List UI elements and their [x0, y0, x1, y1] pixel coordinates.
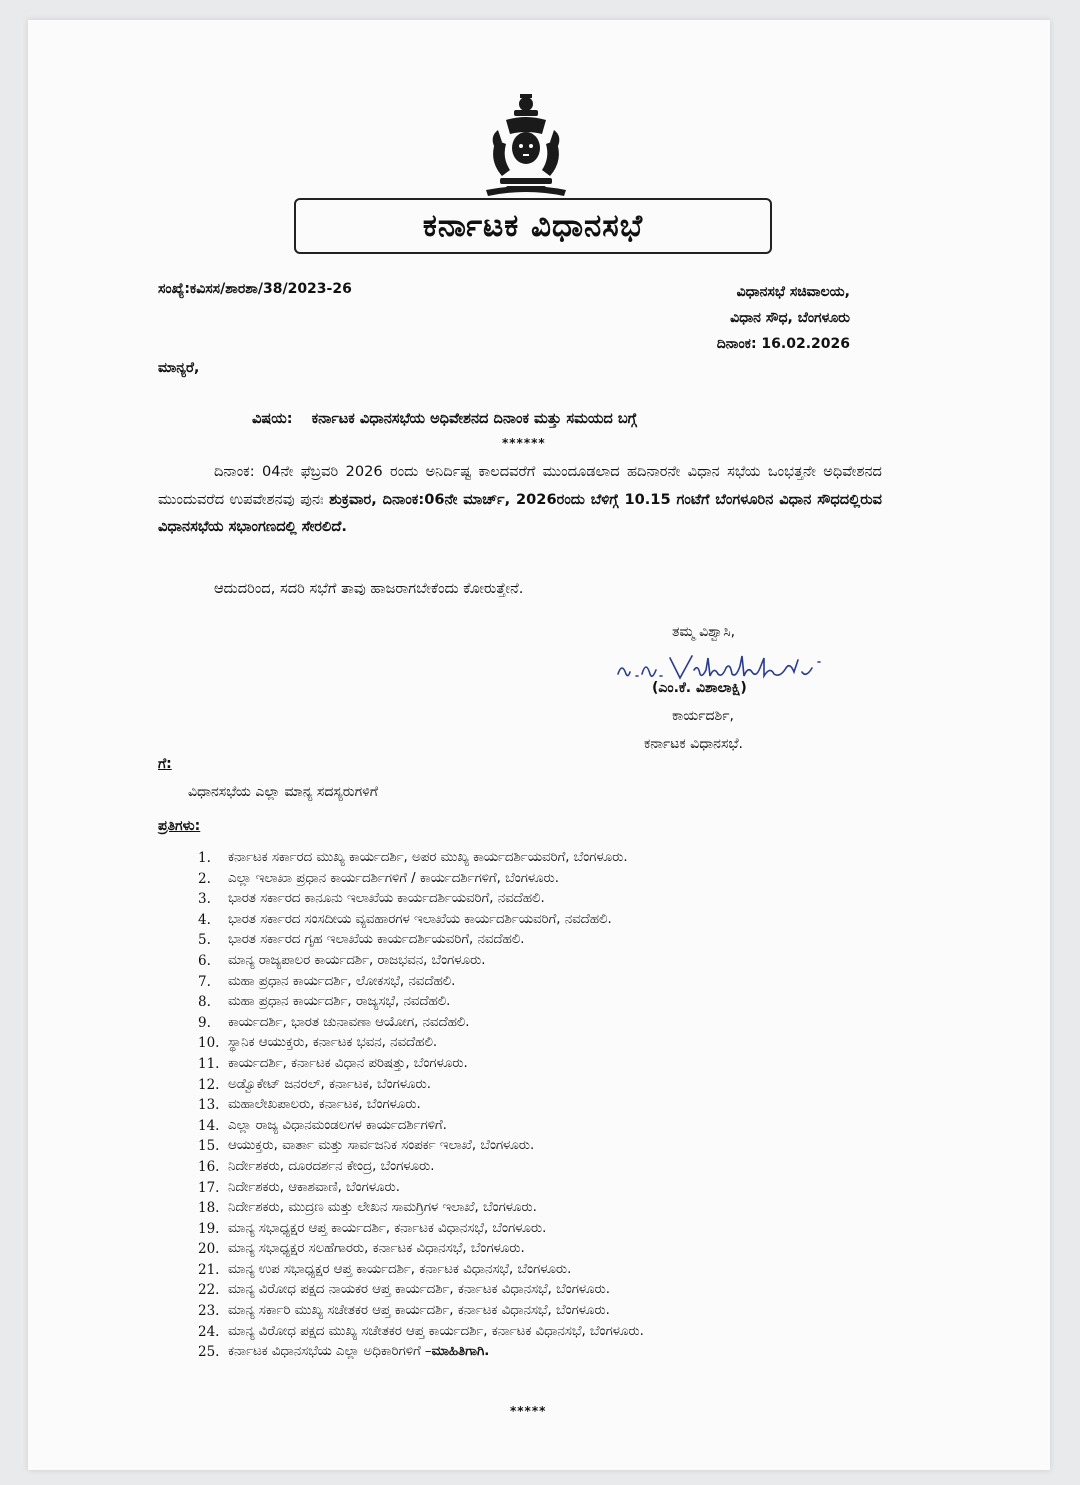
- to-recipients: ವಿಧಾನಸಭೆಯ ಎಲ್ಲಾ ಮಾನ್ಯ ಸದಸ್ಯರುಗಳಿಗೆ: [188, 784, 378, 800]
- body-intro: ದಿನಾಂಕ: 04ನೇ ಫೆಬ್ರವರಿ 2026 ರಂದು ಅನಿರ್ದಿಷ್ಟ ಕಾಲದವರೆಗೆ ಮುಂದೂಡಲಾದ ಹದಿನಾರನೇ ವಿಧಾನ ಸಭೆಯ ಒಂಭತ್ತನೇ ಅಧಿವೇಶನದ ಮುಂದುವರೆದ ಉಪವೇಶನವು ಪುನಃ: [158, 463, 882, 508]
- state-emblem-icon: [476, 90, 576, 200]
- list-item: 1. ಕರ್ನಾಟಕ ಸರ್ಕಾರದ ಮುಖ್ಯ ಕಾರ್ಯದರ್ಶಿ, ಅಪರ ಮುಖ್ಯ ಕಾರ್ಯದರ್ಶಿಯವರಿಗೆ, ಬೆಂಗಳೂರು.: [198, 850, 628, 866]
- list-item: 6. ಮಾನ್ಯ ರಾಜ್ಯಪಾಲರ ಕಾರ್ಯದರ್ಶಿ, ರಾಜಭವನ, ಬೆಂಗಳೂರು.: [198, 952, 486, 969]
- reference-number: ಸಂಖ್ಯೆ:ಕವಿಸಸ/ಶಾರಶಾ/38/2023-26: [158, 281, 352, 297]
- list-item: 24. ಮಾನ್ಯ ವಿರೋಧ ಪಕ್ಷದ ಮುಖ್ಯ ಸಚೇತಕರ ಆಪ್ತ ಕಾರ್ಯದರ್ಶಿ, ಕರ್ನಾಟಕ ವಿಧಾನಸಭೆ, ಬೆಂಗಳೂರು.: [198, 1323, 644, 1340]
- list-item: 8. ಮಹಾ ಪ್ರಧಾನ ಕಾರ್ಯದರ್ಶಿ, ರಾಜ್ಯಸಭೆ, ನವದೆಹಲಿ.: [198, 994, 451, 1011]
- list-item: 22. ಮಾನ್ಯ ವಿರೋಧ ಪಕ್ಷದ ನಾಯಕರ ಆಪ್ತ ಕಾರ್ಯದರ್ಶಿ, ಕರ್ನಾಟಕ ವಿಧಾನಸಭೆ, ಬೆಂಗಳೂರು.: [198, 1282, 610, 1299]
- signer-designation: ಕಾರ್ಯದರ್ಶಿ,: [672, 708, 734, 724]
- document-title: ಕರ್ನಾಟಕ ವಿಧಾನಸಭೆ: [422, 207, 644, 244]
- list-item: 2. ಎಲ್ಲಾ ಇಲಾಖಾ ಪ್ರಧಾನ ಕಾರ್ಯದರ್ಶಿಗಳಿಗೆ / ಕಾರ್ಯದರ್ಶಿಗಳಿಗೆ, ಬೆಂಗಳೂರು.: [198, 870, 559, 887]
- letter-page: [28, 20, 1050, 1470]
- list-item: 20. ಮಾನ್ಯ ಸಭಾಧ್ಯಕ್ಷರ ಸಲಹೆಗಾರರು, ಕರ್ನಾಟಕ ವಿಧಾನಸಭೆ, ಬೆಂಗಳೂರು.: [198, 1241, 525, 1258]
- closing-line: ಆದುದರಿಂದ, ಸದರಿ ಸಭೆಗೆ ತಾವು ಹಾಜರಾಗಬೇಕೆಂದು ಕೋರುತ್ತೇನೆ.: [214, 580, 524, 597]
- for-information-text: ಮಾಹಿತಿಗಾಗಿ.: [431, 1344, 490, 1360]
- list-item: 13. ಮಹಾಲೇಖಪಾಲರು, ಕರ್ನಾಟಕ, ಬೆಂಗಳೂರು.: [198, 1097, 421, 1114]
- signer-organisation: ಕರ್ನಾಟಕ ವಿಧಾನಸಭೆ.: [644, 736, 743, 752]
- copies-label: ಪ್ರತಿಗಳು:: [158, 818, 201, 834]
- yours-faithfully: ತಮ್ಮ ವಿಶ್ವಾಸಿ,: [672, 624, 736, 640]
- body-bold-text: ಶುಕ್ರವಾರ, ದಿನಾಂಕ:06ನೇ ಮಾರ್ಚ್, 2026ರಂದು ಬೆಳಿಗ್ಗೆ 10.15 ಗಂಟೆಗೆ ಬೆಂಗಳೂರಿನ ವಿಧಾನ ಸೌಧದಲ್ಲಿರುವ ವಿಧಾನಸಭೆಯ ಸಭಾಂಗಣದಲ್ಲಿ ಸೇರಲಿದೆ.: [158, 490, 882, 535]
- list-item: 9. ಕಾರ್ಯದರ್ಶಿ, ಭಾರತ ಚುನಾವಣಾ ಆಯೋಗ, ನವದೆಹಲಿ.: [198, 1014, 470, 1031]
- list-item: 3. ಭಾರತ ಸರ್ಕಾರದ ಕಾನೂನು ಇಲಾಖೆಯ ಕಾರ್ಯದರ್ಶಿಯವರಿಗೆ, ನವದೆಹಲಿ.: [198, 891, 545, 908]
- list-item: 12. ಅಡ್ವೊಕೇಟ್ ಜನರಲ್, ಕರ್ನಾಟಕ, ಬೆಂಗಳೂರು.: [198, 1076, 431, 1093]
- to-label: ಗೆ:: [158, 756, 172, 772]
- list-item: 15. ಆಯುಕ್ತರು, ವಾರ್ತಾ ಮತ್ತು ಸಾರ್ವಜನಿಕ ಸಂಪರ್ಕ ಇಲಾಖೆ, ಬೆಂಗಳೂರು.: [198, 1138, 535, 1155]
- subject-text: ಕರ್ನಾಟಕ ವಿಧಾನಸಭೆಯ ಅಧಿವೇಶನದ ದಿನಾಂಕ ಮತ್ತು ಸಮಯದ ಬಗ್ಗೆ: [311, 411, 637, 427]
- subject-separator: ******: [502, 436, 546, 450]
- list-item: 4. ಭಾರತ ಸರ್ಕಾರದ ಸಂಸದೀಯ ವ್ಯವಹಾರಗಳ ಇಲಾಖೆಯ ಕಾರ್ಯದರ್ಶಿಯವರಿಗೆ, ನವದೆಹಲಿ.: [198, 911, 612, 928]
- list-item: 19. ಮಾನ್ಯ ಸಭಾಧ್ಯಕ್ಷರ ಆಪ್ತ ಕಾರ್ಯದರ್ಶಿ, ಕರ್ನಾಟಕ ವಿಧಾನಸಭೆ, ಬೆಂಗಳೂರು.: [198, 1220, 547, 1237]
- list-item: 10. ಸ್ಥಾನಿಕ ಆಯುಕ್ತರು, ಕರ್ನಾಟಕ ಭವನ, ನವದೆಹಲಿ.: [198, 1035, 438, 1052]
- list-item: 5. ಭಾರತ ಸರ್ಕಾರದ ಗೃಹ ಇಲಾಖೆಯ ಕಾರ್ಯದರ್ಶಿಯವರಿಗೆ, ನವದೆಹಲಿ.: [198, 932, 525, 949]
- list-item: 25. ಕರ್ನಾಟಕ ವಿಧಾನಸಭೆಯ ಎಲ್ಲಾ ಅಧಿಕಾರಿಗಳಿಗೆ – ಮಾಹಿತಿಗಾಗಿ.: [198, 1342, 898, 1363]
- list-item: 16. ನಿರ್ದೇಶಕರು, ದೂರದರ್ಶನ ಕೇಂದ್ರ, ಬೆಂಗಳೂರು.: [198, 1158, 435, 1175]
- signer-name: (ಎಂ.ಕೆ. ವಿಶಾಲಾಕ್ಷಿ): [652, 680, 747, 696]
- office-line-2: ವಿಧಾನ ಸೌಧ, ಬೆಂಗಳೂರು: [730, 310, 850, 326]
- subject-label: ವಿಷಯ:: [252, 411, 293, 427]
- letter-date: ದಿನಾಂಕ: 16.02.2026: [716, 336, 850, 352]
- list-item: 23. ಮಾನ್ಯ ಸರ್ಕಾರಿ ಮುಖ್ಯ ಸಚೇತಕರ ಆಪ್ತ ಕಾರ್ಯದರ್ಶಿ, ಕರ್ನಾಟಕ ವಿಧಾನಸಭೆ, ಬೆಂಗಳೂರು.: [198, 1303, 610, 1320]
- document-title-box: [294, 198, 772, 254]
- list-item: 21. ಮಾನ್ಯ ಉಪ ಸಭಾಧ್ಯಕ್ಷರ ಆಪ್ತ ಕಾರ್ಯದರ್ಶಿ, ಕರ್ನಾಟಕ ವಿಧಾನಸಭೆ, ಬೆಂಗಳೂರು.: [198, 1261, 572, 1278]
- copies-list: [198, 848, 898, 1363]
- list-item: 14. ಎಲ್ಲಾ ರಾಜ್ಯ ವಿಧಾನಮಂಡಲಗಳ ಕಾರ್ಯದರ್ಶಿಗಳಿಗೆ.: [198, 1117, 447, 1134]
- list-item: 11. ಕಾರ್ಯದರ್ಶಿ, ಕರ್ನಾಟಕ ವಿಧಾನ ಪರಿಷತ್ತು, ಬೆಂಗಳೂರು.: [198, 1055, 468, 1072]
- list-item: 18. ನಿರ್ದೇಶಕರು, ಮುದ್ರಣ ಮತ್ತು ಲೇಖನ ಸಾಮಗ್ರಿಗಳ ಇಲಾಖೆ, ಬೆಂಗಳೂರು.: [198, 1200, 537, 1217]
- body-paragraph: [158, 458, 882, 541]
- list-item: 7. ಮಹಾ ಪ್ರಧಾನ ಕಾರ್ಯದರ್ಶಿ, ಲೋಕಸಭೆ, ನವದೆಹಲಿ.: [198, 973, 456, 990]
- end-marker: *****: [510, 1404, 547, 1418]
- salutation: ಮಾನ್ಯರೆ,: [158, 360, 200, 376]
- office-line-1: ವಿಧಾನಸಭೆ ಸಚಿವಾಲಯ,: [736, 284, 850, 300]
- list-item: 17. ನಿರ್ದೇಶಕರು, ಆಕಾಶವಾಣಿ, ಬೆಂಗಳೂರು.: [198, 1179, 400, 1196]
- office-address: [640, 279, 850, 357]
- subject-line: [252, 411, 637, 427]
